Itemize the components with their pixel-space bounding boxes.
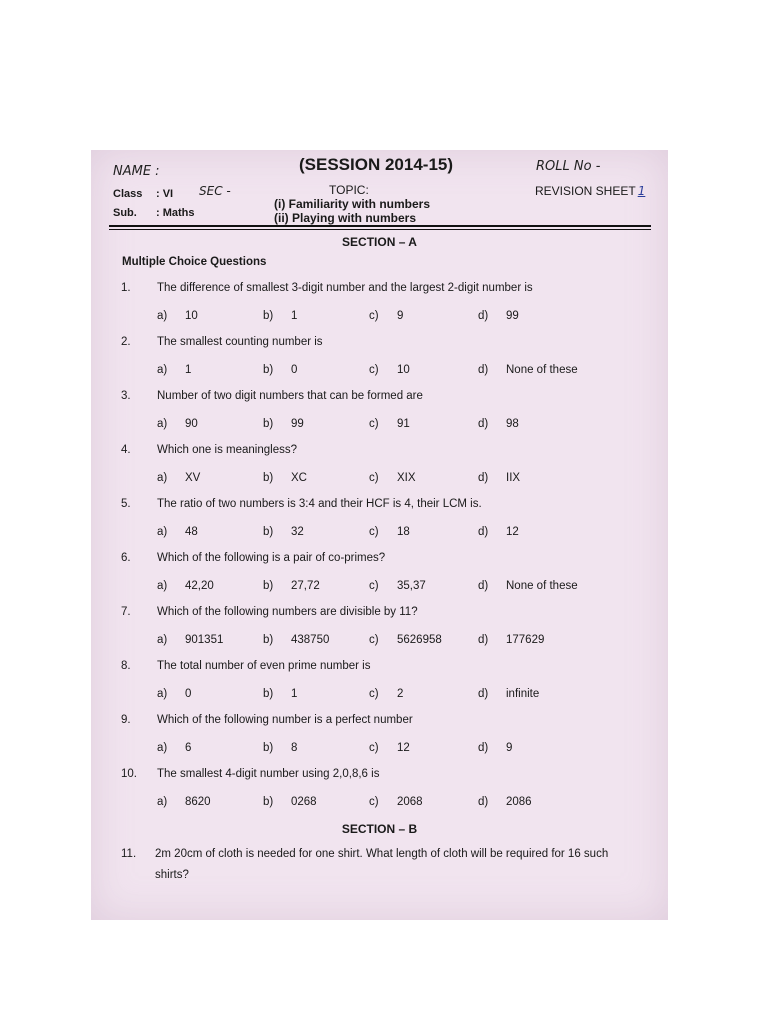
roll-label: ROLL No -	[536, 159, 601, 174]
option	[263, 364, 297, 376]
revision-label-text: REVISION SHEET	[535, 184, 636, 198]
option-value: 8	[291, 742, 298, 754]
option-value: XC	[291, 472, 307, 484]
option-value: 901351	[185, 634, 224, 646]
option-label: a)	[157, 472, 168, 484]
option-value: 1	[185, 364, 192, 376]
question-number: 10.	[121, 768, 137, 780]
option	[157, 310, 198, 322]
option	[157, 688, 191, 700]
option	[157, 364, 191, 376]
option-value: None of these	[506, 580, 578, 592]
option-value: 0	[185, 688, 192, 700]
question-11-text-line2: shirts?	[155, 869, 189, 881]
option-value: 12	[506, 526, 519, 538]
option-label: d)	[478, 418, 489, 430]
section-a-title: SECTION – A	[342, 235, 417, 249]
option-label: d)	[478, 310, 489, 322]
option-label: a)	[157, 580, 168, 592]
option	[478, 580, 578, 592]
option-label: b)	[263, 418, 274, 430]
question-number: 1.	[121, 282, 131, 294]
option-label: b)	[263, 526, 274, 538]
class-label: Class	[113, 188, 143, 200]
topic-1: (i) Familiarity with numbers	[274, 197, 431, 211]
question-text: The difference of smallest 3-digit number and the largest 2-digit number is	[157, 282, 533, 294]
option-label: a)	[157, 796, 168, 808]
option-value: 0	[291, 364, 298, 376]
question-text: Which of the following numbers are divisible by 11?	[157, 606, 418, 618]
option-value: 18	[397, 526, 410, 538]
section-b-title: SECTION – B	[341, 822, 418, 836]
option	[369, 418, 410, 430]
option	[263, 634, 329, 646]
option	[478, 526, 519, 538]
option	[157, 418, 198, 430]
option-value: 48	[185, 526, 198, 538]
header-rule-bottom	[109, 229, 651, 230]
question-number: 7.	[121, 606, 131, 618]
option	[478, 418, 519, 430]
option	[478, 364, 578, 376]
option	[369, 310, 403, 322]
option-label: b)	[263, 688, 274, 700]
option-value: 98	[506, 418, 519, 430]
option-value: 10	[185, 310, 198, 322]
option-label: d)	[478, 688, 489, 700]
question-text: Number of two digit numbers that can be formed are	[157, 390, 423, 402]
option	[263, 742, 297, 754]
option-value: 6	[185, 742, 192, 754]
question-number: 2.	[121, 336, 131, 348]
option	[157, 472, 200, 484]
option	[157, 580, 214, 592]
option	[478, 688, 539, 700]
option-label: d)	[478, 796, 489, 808]
option-value: 12	[397, 742, 410, 754]
option-label: c)	[369, 688, 379, 700]
option-label: c)	[369, 580, 379, 592]
option-value: 91	[397, 418, 410, 430]
question-text: The ratio of two numbers is 3:4 and their HCF is 4, their LCM is.	[157, 498, 482, 510]
option	[263, 688, 297, 700]
option-label: d)	[478, 526, 489, 538]
option-value: 27,72	[291, 580, 320, 592]
question-number: 4.	[121, 444, 131, 456]
option-label: d)	[478, 580, 489, 592]
option-label: b)	[263, 580, 274, 592]
option-label: a)	[157, 364, 168, 376]
option-label: b)	[263, 310, 274, 322]
option-label: d)	[478, 364, 489, 376]
option-value: 177629	[506, 634, 545, 646]
option-label: c)	[369, 472, 379, 484]
question-text: The smallest counting number is	[157, 336, 323, 348]
option-value: 2068	[397, 796, 423, 808]
option-value: XIX	[397, 472, 416, 484]
option	[263, 472, 307, 484]
header-rule-top	[109, 225, 651, 227]
option	[263, 310, 297, 322]
class-value: : VI	[156, 188, 174, 200]
sec-label: SEC -	[199, 184, 231, 198]
option-label: c)	[369, 310, 379, 322]
option-value: 0268	[291, 796, 317, 808]
option	[478, 634, 544, 646]
topic-2: (ii) Playing with numbers	[274, 211, 417, 225]
revision-number: 1	[637, 184, 646, 198]
question-number: 9.	[121, 714, 131, 726]
option	[369, 742, 410, 754]
sub-label: Sub.	[113, 207, 137, 219]
option-label: b)	[263, 634, 274, 646]
option-label: c)	[369, 364, 379, 376]
option	[369, 526, 410, 538]
question-text: Which of the following number is a perfect number	[157, 714, 413, 726]
option-value: 1	[291, 310, 298, 322]
mcq-heading: Multiple Choice Questions	[122, 256, 267, 268]
option-value: 9	[397, 310, 404, 322]
sub-value: : Maths	[156, 207, 195, 219]
option-value: None of these	[506, 364, 578, 376]
option-label: a)	[157, 418, 168, 430]
option-value: 9	[506, 742, 513, 754]
option-label: a)	[157, 742, 168, 754]
option-label: c)	[369, 526, 379, 538]
option	[369, 688, 403, 700]
revision-sheet-label	[535, 184, 645, 198]
option-label: a)	[157, 688, 168, 700]
option-value: 99	[291, 418, 304, 430]
option-value: 32	[291, 526, 304, 538]
option	[478, 742, 512, 754]
option	[369, 796, 423, 808]
option	[157, 742, 191, 754]
option-label: b)	[263, 742, 274, 754]
question-text: Which one is meaningless?	[157, 444, 297, 456]
option-value: 99	[506, 310, 519, 322]
option-label: a)	[157, 310, 168, 322]
question-number: 8.	[121, 660, 131, 672]
session-title: (SESSION 2014-15)	[299, 155, 454, 174]
option-label: d)	[478, 742, 489, 754]
option-value: infinite	[506, 688, 540, 700]
option-value: 1	[291, 688, 298, 700]
option	[157, 634, 223, 646]
option-label: c)	[369, 418, 379, 430]
option	[369, 634, 442, 646]
option-value: 10	[397, 364, 410, 376]
question-11-text-line1: 2m 20cm of cloth is needed for one shirt. What length of cloth will be required for 16 such	[155, 848, 609, 860]
worksheet-page	[91, 150, 668, 920]
option-label: a)	[157, 634, 168, 646]
option-label: a)	[157, 526, 168, 538]
option-value: 5626958	[397, 634, 442, 646]
option	[369, 472, 416, 484]
option	[263, 580, 320, 592]
option-value: 35,37	[397, 580, 426, 592]
option-value: 2	[397, 688, 404, 700]
topic-label: TOPIC:	[329, 183, 369, 197]
option-label: c)	[369, 796, 379, 808]
option	[478, 796, 532, 808]
option-value: 2086	[506, 796, 532, 808]
option-value: 42,20	[185, 580, 214, 592]
option-label: d)	[478, 634, 489, 646]
question-number: 3.	[121, 390, 131, 402]
question-text: Which of the following is a pair of co-primes?	[157, 552, 386, 564]
option	[157, 796, 211, 808]
question-11-number: 11.	[121, 848, 137, 860]
option	[478, 472, 520, 484]
name-label: NAME :	[113, 164, 160, 179]
option-label: d)	[478, 472, 489, 484]
option-value: 438750	[291, 634, 330, 646]
option-label: b)	[263, 796, 274, 808]
option	[369, 580, 426, 592]
option-value: XV	[185, 472, 201, 484]
question-text: The smallest 4-digit number using 2,0,8,6 is	[157, 768, 380, 780]
option-value: 90	[185, 418, 198, 430]
option	[369, 364, 410, 376]
option	[157, 526, 198, 538]
option-label: b)	[263, 472, 274, 484]
question-number: 6.	[121, 552, 131, 564]
option	[263, 796, 317, 808]
option	[263, 526, 304, 538]
option-label: c)	[369, 634, 379, 646]
option-value: 8620	[185, 796, 211, 808]
option-label: b)	[263, 364, 274, 376]
question-number: 5.	[121, 498, 131, 510]
option-value: IIX	[506, 472, 521, 484]
option-label: c)	[369, 742, 379, 754]
option	[263, 418, 304, 430]
option	[478, 310, 519, 322]
question-text: The total number of even prime number is	[157, 660, 371, 672]
